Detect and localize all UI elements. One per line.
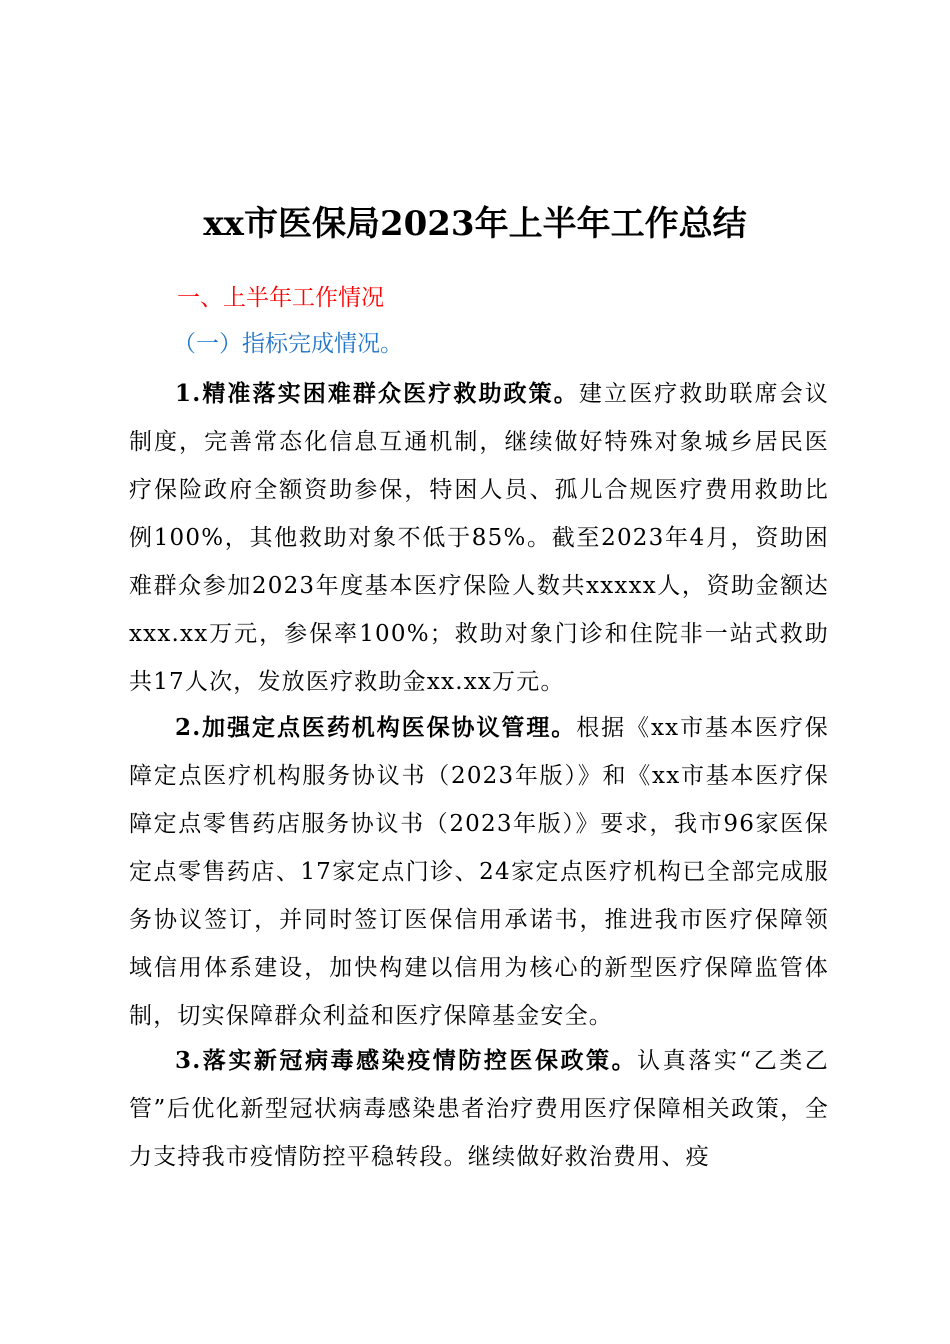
paragraph-agreement-management	[129, 704, 829, 1040]
paragraph-lead: 1.精准落实困难群众医疗救助政策。	[175, 380, 579, 407]
paragraph-body: 根据《xx市基本医疗保障定点医疗机构服务协议书（2023年版）》和《xx市基本医疗保障定点零售药店服务协议书（2023年版）》要求，我市96家医保定点零售药店、17家定点门诊、24家定点医疗机构已全部完成服务协议签订，并同时签订医保信用承诺书，推进我市医疗保障领域信用体系建设，加快构建以信用为核心的新型医疗保障监管体制，切实保障群众利益和医疗保障基金安全。	[129, 715, 829, 1029]
paragraph-body: 建立医疗救助联席会议制度，完善常态化信息互通机制，继续做好特殊对象城乡居民医疗保险政府全额资助参保，特困人员、孤儿合规医疗费用救助比例100%，其他救助对象不低于85%。截至2023年4月，资助困难群众参加2023年度基本医疗保险人数共xxxxx人，资助金额达xxx.xx万元，参保率100%；救助对象门诊和住院非一站式救助共17人次，发放医疗救助金xx.xx万元。	[129, 381, 830, 695]
paragraph-medical-assistance	[129, 370, 829, 706]
paragraph-covid-policy	[129, 1037, 829, 1181]
document-title: xx市医保局2023年上半年工作总结	[203, 204, 747, 244]
paragraph-lead: 3.落实新冠病毒感染疫情防控医保政策。	[175, 1047, 638, 1074]
paragraph-body: 认真落实“乙类乙管”后优化新型冠状病毒感染患者治疗费用医疗保障相关政策，全力支持我市疫情防控平稳转段。继续做好救治费用、疫	[129, 1048, 830, 1170]
subsection-heading: （一）指标完成情况。	[173, 331, 403, 357]
paragraph-lead: 2.加强定点医药机构医保协议管理。	[175, 714, 577, 741]
section-heading: 一、上半年工作情况	[177, 285, 384, 311]
